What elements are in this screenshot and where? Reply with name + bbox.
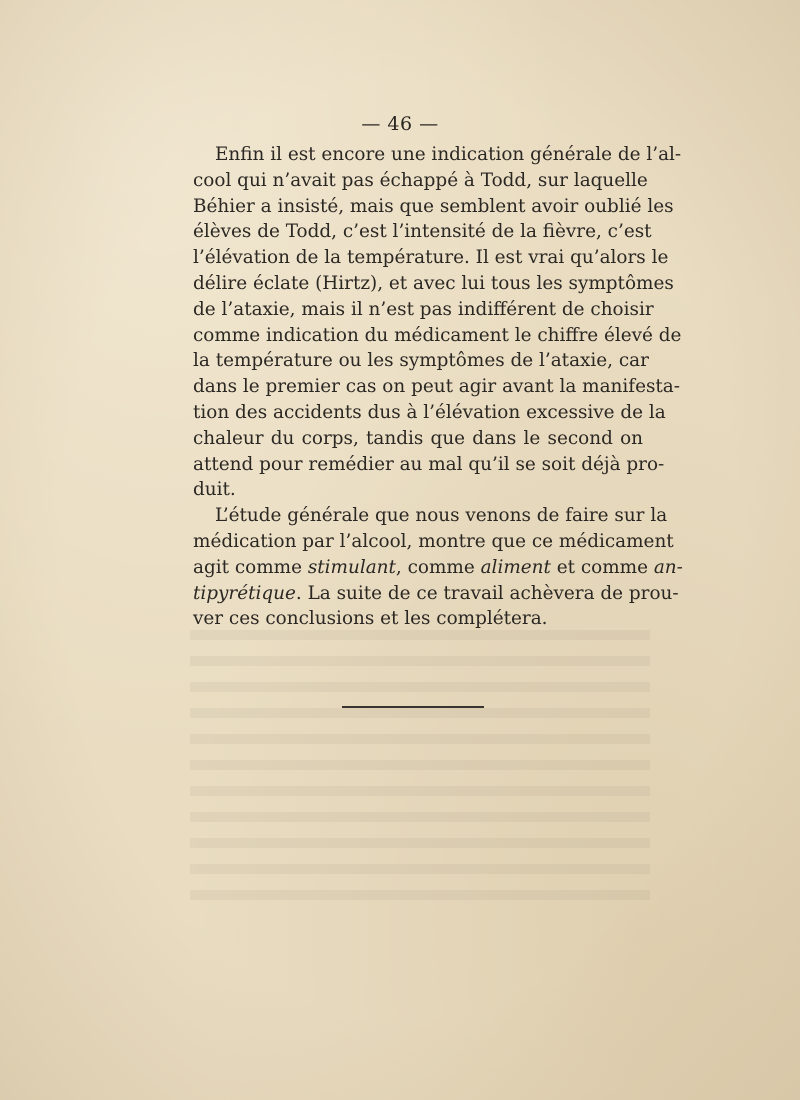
paragraph-2 [193, 503, 683, 632]
page-number: — 46 — [361, 113, 439, 135]
text-line: médication par l’alcool, montre que ce médicament [193, 530, 674, 552]
text-line: délire éclate (Hirtz), et avec lui tous les symptômes [193, 272, 674, 294]
text-line: dans le premier cas on peut agir avant la manifesta- [193, 376, 680, 398]
text-line: tion des accidents dus à l’élévation excessive de la [193, 401, 666, 423]
text-line: L’étude générale que nous venons de faire sur la [215, 505, 668, 527]
paragraph-1 [193, 142, 682, 503]
text-line: attend pour remédier au mal qu’il se soit déjà pro- [193, 453, 665, 475]
text-line: l’élévation de la température. Il est vrai qu’alors le [193, 247, 669, 269]
text-line: Béhier a insisté, mais que semblent avoir oublié les [193, 195, 674, 217]
text-line: duit. [193, 479, 236, 501]
text-line: agit comme stimulant, comme aliment et comme an- [193, 556, 683, 578]
section-divider [342, 706, 484, 708]
text-line: ver ces conclusions et les complétera. [193, 608, 548, 630]
text-line: chaleur du corps, tandis que dans le second on [193, 427, 643, 449]
text-line: Enfin il est encore une indication générale de l’al- [215, 144, 682, 165]
text-line: comme indication du médicament le chiffre élevé de [193, 324, 682, 346]
text-line: la température ou les symptômes de l’ataxie, car [193, 350, 649, 372]
text-line: cool qui n’avait pas échappé à Todd, sur laquelle [193, 169, 648, 191]
text-line: tipyrétique. La suite de ce travail achèvera de prou- [193, 582, 679, 604]
text-line: élèves de Todd, c’est l’intensité de la fièvre, c’est [193, 221, 652, 243]
body-text [193, 142, 683, 632]
text-line: de l’ataxie, mais il n’est pas indifférent de choisir [193, 298, 654, 320]
show-through-texture [190, 630, 650, 910]
